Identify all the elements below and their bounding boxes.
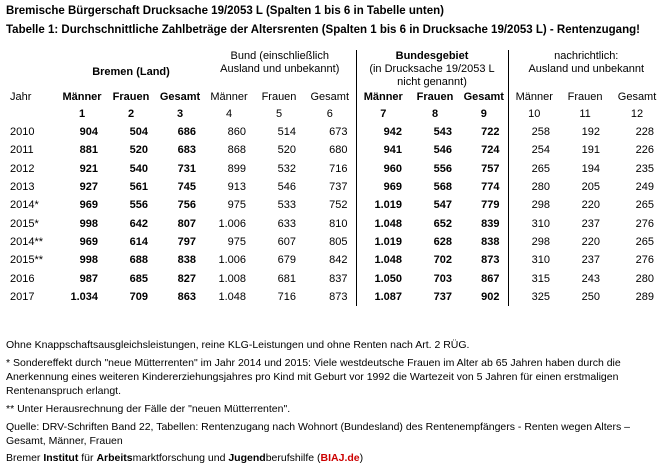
table-cell: 226 <box>635 144 655 157</box>
table-cell: 960 <box>356 160 410 178</box>
table-cell: 737 <box>329 181 348 194</box>
table-cell: 1.019 <box>356 196 410 214</box>
column-header-row <box>4 89 664 105</box>
table-cell: 975 <box>227 199 246 212</box>
table-cell: 703 <box>433 272 452 285</box>
table-cell: 867 <box>460 269 508 287</box>
table-cell: 265 <box>635 199 655 212</box>
column-number: 1 <box>78 108 86 120</box>
table-cell: 265 <box>635 235 655 248</box>
table-cell: 837 <box>329 272 348 285</box>
table-row <box>4 251 664 269</box>
table-cell: 752 <box>329 199 348 212</box>
footer-link[interactable]: BIAJ.de <box>320 452 360 464</box>
table-cell: 716 <box>277 290 296 303</box>
table-cell: 913 <box>227 181 246 194</box>
table-cell: 737 <box>433 290 452 303</box>
table-cell: 904 <box>79 126 98 139</box>
table-title: Tabelle 1: Durchschnittliche Zahlbeträge der Altersrenten (Spalten 1 bis 6 in Drucksache 19/2053 L) - Rentenzugang! <box>6 24 640 36</box>
table-cell: 568 <box>433 181 452 194</box>
row-year: 2016 <box>10 272 35 285</box>
column-header: Frauen <box>567 91 603 103</box>
table-cell: 745 <box>177 181 196 194</box>
table-cell: 280 <box>531 181 551 194</box>
column-header: Gesamt <box>617 91 657 103</box>
document-title: Bremische Bürgerschaft Drucksache 19/2053 L (Spalten 1 bis 6 in Tabelle unten) <box>6 5 445 17</box>
table-cell: 504 <box>129 126 148 139</box>
table-cell: 679 <box>277 254 296 267</box>
table-cell: 280 <box>635 272 655 285</box>
group-nach-line2: Ausland und unbekannt <box>528 63 645 75</box>
group-bundesgebiet <box>356 50 508 89</box>
table-cell: 969 <box>356 178 410 196</box>
table-cell: 228 <box>635 126 655 139</box>
table-cell: 881 <box>79 144 98 157</box>
group-nachrichtlich <box>508 50 664 89</box>
table-cell: 673 <box>329 126 348 139</box>
table-cell: 1.048 <box>218 290 246 303</box>
table-cell: 254 <box>531 144 551 157</box>
footer-credit <box>6 451 660 465</box>
table-cell: 633 <box>277 217 296 230</box>
table-cell: 205 <box>581 181 601 194</box>
footer-part: Arbeits <box>96 452 133 464</box>
column-number: 6 <box>326 108 333 120</box>
table-cell: 310 <box>531 217 551 230</box>
table-cell: 838 <box>460 233 508 251</box>
table-cell: 237 <box>581 254 601 267</box>
group-bg-line1: Bundesgebiet <box>395 50 469 62</box>
row-year: 2014* <box>10 199 39 212</box>
footer-part: ) <box>359 452 364 464</box>
table-cell: 921 <box>79 162 98 175</box>
table-cell: 258 <box>531 126 551 139</box>
table-cell: 873 <box>329 290 348 303</box>
footer-part: marktforschung und <box>132 452 229 464</box>
footer-part: Jugend <box>228 452 266 464</box>
table-row <box>4 269 664 287</box>
group-header-row <box>4 50 664 89</box>
table-cell: 546 <box>277 181 296 194</box>
table-cell: 722 <box>460 123 508 141</box>
group-nach-line1: nachrichtlich: <box>554 50 619 62</box>
group-bg-line2: (in Drucksache 19/2053 L <box>369 63 495 75</box>
column-header: Männer <box>62 91 102 103</box>
note-3: ** Unter Herausrechnung der Fälle der "neuen Mütterrenten". <box>6 403 291 415</box>
table-cell: 533 <box>277 199 296 212</box>
table-cell: 243 <box>581 272 601 285</box>
column-header: Jahr <box>10 91 32 103</box>
table-cell: 1.006 <box>218 217 246 230</box>
table-cell: 969 <box>79 235 98 248</box>
column-number: 12 <box>630 108 644 120</box>
table-cell: 1.087 <box>356 288 410 306</box>
table-cell: 192 <box>581 126 601 139</box>
table-cell: 1.008 <box>218 272 246 285</box>
table-cell: 561 <box>129 181 148 194</box>
table-cell: 1.048 <box>356 214 410 232</box>
table-cell: 702 <box>433 254 452 267</box>
table-cell: 860 <box>227 126 246 139</box>
note-2: * Sondereffekt durch "neue Mütterrenten" im Jahr 2014 und 2015: Viele westdeutsche Frauen im Alter ab 65 Jahren haben durch die Anerkennung eines weiteren Kindererziehungsjahres pro Kind mit Geburt vor 1992 die Wartezeit von 5 Jahren für einen erstmaligen Rentenanspruch erlangt. <box>6 357 621 397</box>
column-number: 9 <box>460 105 508 123</box>
table-cell: 827 <box>177 272 196 285</box>
table-cell: 716 <box>329 162 348 175</box>
table-cell: 276 <box>635 254 655 267</box>
table-cell: 941 <box>356 141 410 159</box>
table-row <box>4 214 664 232</box>
table-cell: 927 <box>79 181 98 194</box>
table-row <box>4 288 664 306</box>
group-bund <box>204 50 356 89</box>
row-year: 2011 <box>10 144 34 157</box>
table-cell: 194 <box>581 162 601 175</box>
table-cell: 543 <box>433 126 452 139</box>
table-cell: 756 <box>177 199 196 212</box>
table-cell: 839 <box>460 214 508 232</box>
table-cell: 998 <box>79 254 98 267</box>
table-cell: 556 <box>433 162 452 175</box>
table-cell: 987 <box>79 272 98 285</box>
table-cell: 975 <box>227 235 246 248</box>
table-cell: 265 <box>531 162 551 175</box>
table-cell: 1.034 <box>70 290 98 303</box>
column-header: Frauen <box>112 91 150 103</box>
table-row <box>4 123 664 141</box>
table-cell: 779 <box>460 196 508 214</box>
table-cell: 298 <box>531 235 551 248</box>
table-cell: 250 <box>581 290 601 303</box>
group-bund-line1: Bund (einschließlich <box>230 50 329 62</box>
table-cell: 628 <box>433 235 452 248</box>
column-number: 3 <box>176 108 184 120</box>
column-number: 4 <box>225 108 233 120</box>
table-cell: 1.048 <box>356 251 410 269</box>
table-cell: 842 <box>329 254 348 267</box>
table-row <box>4 160 664 178</box>
row-year: 2012 <box>10 162 35 175</box>
column-header: Gesamt <box>310 91 349 103</box>
table-cell: 686 <box>177 126 196 139</box>
table-cell: 220 <box>581 235 601 248</box>
note-1: Ohne Knappschaftsausgleichsleistungen, reine KLG-Leistungen und ohne Renten nach Art. 2 RÜG. <box>6 339 470 351</box>
table-cell: 514 <box>277 126 296 139</box>
table-cell: 289 <box>635 290 655 303</box>
table-cell: 556 <box>129 199 148 212</box>
column-number <box>4 105 58 123</box>
table-cell: 1.006 <box>218 254 246 267</box>
table-cell: 899 <box>227 162 246 175</box>
table-cell: 520 <box>277 144 296 157</box>
column-number: 2 <box>127 108 135 120</box>
table-cell: 315 <box>531 272 551 285</box>
table-cell: 614 <box>129 235 148 248</box>
column-number-row <box>4 105 664 123</box>
column-header: Gesamt <box>460 89 508 105</box>
table-cell: 902 <box>460 288 508 306</box>
column-header: Männer <box>356 89 410 105</box>
table-row <box>4 233 664 251</box>
table-cell: 774 <box>460 178 508 196</box>
row-year: 2014** <box>10 235 44 248</box>
group-bremen: Bremen (Land) <box>92 66 170 78</box>
column-header: Frauen <box>416 91 454 103</box>
table-cell: 863 <box>177 290 196 303</box>
table-row <box>4 196 664 214</box>
row-year: 2010 <box>10 126 35 139</box>
table-cell: 807 <box>177 217 196 230</box>
table-cell: 220 <box>581 199 601 212</box>
table-cell: 797 <box>177 235 196 248</box>
table-cell: 683 <box>177 144 196 157</box>
table-cell: 724 <box>460 141 508 159</box>
table-cell: 298 <box>531 199 551 212</box>
table-cell: 310 <box>531 254 551 267</box>
table-cell: 709 <box>129 290 148 303</box>
table-cell: 998 <box>79 217 98 230</box>
group-bund-line2: Ausland und unbekannt) <box>220 63 340 75</box>
footer-part: Institut <box>43 452 79 464</box>
table-cell: 652 <box>433 217 452 230</box>
group-bg-line3: nicht genannt) <box>397 76 467 88</box>
table-cell: 868 <box>227 144 246 157</box>
table-cell: 546 <box>433 144 452 157</box>
table-cell: 642 <box>129 217 148 230</box>
table-cell: 969 <box>79 199 98 212</box>
column-number: 10 <box>528 108 541 120</box>
column-number: 7 <box>356 105 410 123</box>
column-number: 5 <box>275 108 283 120</box>
table-cell: 249 <box>635 181 655 194</box>
footer-part: berufshilfe ( <box>265 452 321 464</box>
footer-part: für <box>78 452 97 464</box>
column-header: Männer <box>515 91 553 103</box>
table-cell: 520 <box>129 144 148 157</box>
table-cell: 276 <box>635 217 655 230</box>
table-cell: 757 <box>460 160 508 178</box>
table-cell: 237 <box>581 217 601 230</box>
table-row <box>4 141 664 159</box>
source-note: Quelle: DRV-Schriften Band 22, Tabellen: Rentenzugang nach Wohnort (Bundesland) des Rentenempfängers - Renten wegen Alters – Gesamt, Männer, Frauen <box>6 421 630 447</box>
table-cell: 680 <box>329 144 348 157</box>
table-row <box>4 178 664 196</box>
table-cell: 685 <box>129 272 148 285</box>
table-cell: 873 <box>460 251 508 269</box>
column-header: Gesamt <box>159 91 201 103</box>
row-year: 2015* <box>10 217 39 230</box>
table-cell: 805 <box>329 235 348 248</box>
footer-part: Bremer <box>6 452 44 464</box>
row-year: 2015** <box>10 254 44 267</box>
table-cell: 1.050 <box>356 269 410 287</box>
table-cell: 547 <box>433 199 452 212</box>
table-cell: 731 <box>177 162 196 175</box>
column-number: 8 <box>431 108 439 120</box>
table-cell: 681 <box>277 272 296 285</box>
table-cell: 1.019 <box>356 233 410 251</box>
table-cell: 838 <box>177 254 196 267</box>
table-cell: 235 <box>635 162 655 175</box>
row-year: 2017 <box>10 290 35 303</box>
table-cell: 942 <box>356 123 410 141</box>
pension-table <box>4 50 664 306</box>
table-cell: 607 <box>277 235 296 248</box>
column-number: 11 <box>579 108 591 120</box>
row-year: 2013 <box>10 181 35 194</box>
table-cell: 191 <box>581 144 601 157</box>
column-header: Frauen <box>261 91 297 103</box>
table-cell: 532 <box>277 162 296 175</box>
column-header: Männer <box>210 91 248 103</box>
table-cell: 540 <box>129 162 148 175</box>
table-cell: 325 <box>531 290 551 303</box>
table-cell: 688 <box>129 254 148 267</box>
table-cell: 810 <box>329 217 348 230</box>
